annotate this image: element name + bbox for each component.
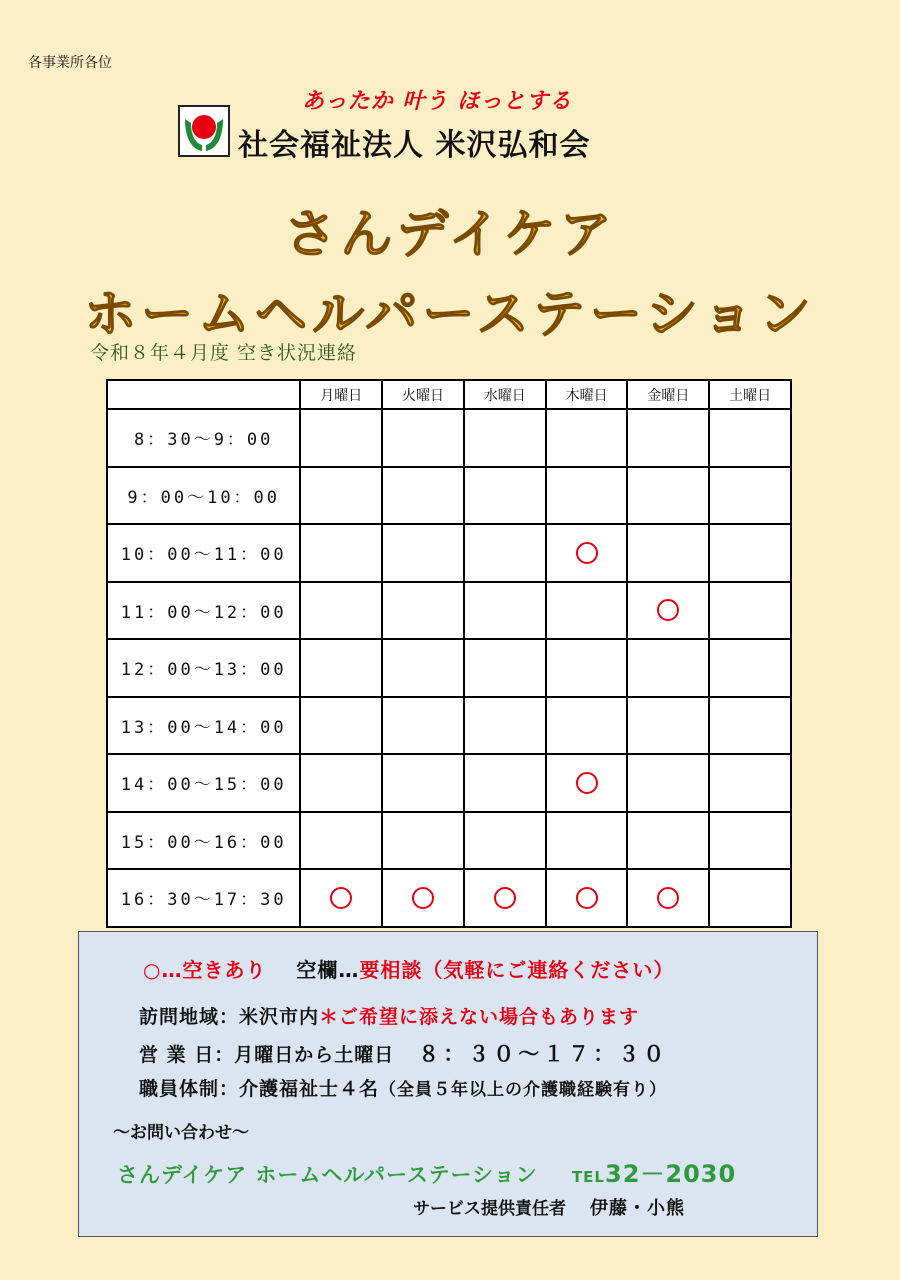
availability-cell (382, 812, 464, 870)
info-panel (78, 931, 818, 1237)
table-corner-cell (107, 380, 300, 409)
availability-table (106, 379, 792, 928)
addressee: 各事業所各位 (28, 55, 112, 71)
business-days (139, 1038, 668, 1068)
responsible-names: 伊藤・小熊 (590, 1198, 685, 1219)
availability-cell (709, 409, 791, 467)
table-header-row (107, 380, 791, 409)
availability-cell (709, 697, 791, 755)
available-circle-icon (576, 772, 598, 794)
availability-cell (627, 754, 709, 812)
availability-cell (464, 639, 546, 697)
staff-label: 職員体制：介護福祉士４名 (139, 1078, 380, 1100)
service-area (139, 1002, 639, 1029)
service-area-label: 訪問地域：米沢市内 (139, 1006, 320, 1028)
availability-cell (709, 869, 791, 927)
staff-structure (139, 1074, 667, 1101)
time-slot-label: 15：00～16：00 (107, 812, 300, 870)
contact-heading: ～お問い合わせ～ (113, 1123, 249, 1143)
availability-cell (709, 582, 791, 640)
day-header: 土曜日 (709, 380, 791, 409)
responsible-label: サービス提供責任者 (413, 1199, 566, 1219)
availability-cell (627, 409, 709, 467)
period-label: 令和８年４月度 空き状況連絡 (90, 342, 358, 364)
table-row (107, 467, 791, 525)
availability-cell (546, 582, 628, 640)
availability-cell (300, 697, 382, 755)
table-row (107, 869, 791, 927)
tel-number: 32－2030 (605, 1160, 737, 1188)
organization-name: 社会福祉法人 米沢弘和会 (238, 128, 591, 163)
legend (143, 954, 674, 983)
availability-cell (546, 409, 628, 467)
title-line-2: ホームヘルパーステーション (84, 285, 816, 345)
availability-cell (300, 639, 382, 697)
availability-cell (464, 582, 546, 640)
availability-cell (627, 639, 709, 697)
slogan: あったか 叶う ほっとする (302, 89, 573, 114)
availability-cell (627, 869, 709, 927)
availability-cell (300, 582, 382, 640)
time-slot-label: 14：00～15：00 (107, 754, 300, 812)
availability-cell (464, 812, 546, 870)
business-days-label: 営 業 日：月曜日から土曜日 (139, 1044, 395, 1066)
available-circle-icon (412, 887, 434, 909)
table-row (107, 697, 791, 755)
staff-note: （全員５年以上の介護職経験有り） (379, 1080, 668, 1100)
time-slot-label: 13：00～14：00 (107, 697, 300, 755)
available-circle-icon (494, 887, 516, 909)
availability-cell (709, 812, 791, 870)
availability-cell (464, 467, 546, 525)
service-responsible (413, 1194, 685, 1220)
availability-cell (627, 812, 709, 870)
availability-cell (464, 697, 546, 755)
title-line-1: さんデイケア (284, 205, 616, 265)
availability-cell (546, 639, 628, 697)
availability-cell (464, 409, 546, 467)
business-hours: ８：３０～１７：３０ (418, 1042, 669, 1066)
availability-cell (382, 869, 464, 927)
availability-cell (300, 467, 382, 525)
availability-cell (300, 754, 382, 812)
availability-cell (546, 812, 628, 870)
availability-cell (382, 697, 464, 755)
availability-cell (546, 697, 628, 755)
availability-cell (709, 639, 791, 697)
day-header: 金曜日 (627, 380, 709, 409)
table-row (107, 582, 791, 640)
availability-cell (464, 524, 546, 582)
day-header: 水曜日 (464, 380, 546, 409)
table-row (107, 639, 791, 697)
available-circle-icon (657, 887, 679, 909)
availability-cell (464, 754, 546, 812)
availability-cell (300, 524, 382, 582)
contact-line (117, 1154, 736, 1189)
table-row (107, 409, 791, 467)
time-slot-label: 10：00～11：00 (107, 524, 300, 582)
legend-available: ○…空きあり (143, 958, 267, 982)
availability-cell (709, 754, 791, 812)
availability-cell (546, 869, 628, 927)
availability-cell (382, 639, 464, 697)
organization-logo-icon (178, 105, 230, 157)
available-circle-icon (330, 887, 352, 909)
availability-cell (627, 582, 709, 640)
tel-label: TEL (571, 1168, 605, 1186)
availability-cell (464, 869, 546, 927)
availability-cell (546, 754, 628, 812)
availability-cell (382, 524, 464, 582)
availability-cell (546, 467, 628, 525)
legend-consult: 要相談（気軽にご連絡ください） (359, 958, 675, 982)
table-row (107, 754, 791, 812)
time-slot-label: 8：30～9：00 (107, 409, 300, 467)
time-slot-label: 9：00～10：00 (107, 467, 300, 525)
availability-cell (382, 754, 464, 812)
availability-cell (627, 524, 709, 582)
day-header: 月曜日 (300, 380, 382, 409)
table-row (107, 524, 791, 582)
available-circle-icon (576, 887, 598, 909)
available-circle-icon (657, 599, 679, 621)
availability-cell (627, 697, 709, 755)
time-slot-label: 16：30～17：30 (107, 869, 300, 927)
availability-cell (300, 812, 382, 870)
day-header: 木曜日 (546, 380, 628, 409)
availability-cell (709, 467, 791, 525)
time-slot-label: 11：00～12：00 (107, 582, 300, 640)
availability-cell (546, 524, 628, 582)
day-header: 火曜日 (382, 380, 464, 409)
availability-cell (382, 409, 464, 467)
availability-cell (627, 467, 709, 525)
contact-name: さんデイケア ホームヘルパーステーション (117, 1163, 538, 1187)
availability-cell (300, 409, 382, 467)
availability-cell (709, 524, 791, 582)
time-slot-label: 12：00～13：00 (107, 639, 300, 697)
service-area-note: ＊ご希望に添えない場合もあります (319, 1006, 640, 1028)
legend-blank: 空欄… (296, 958, 360, 982)
availability-cell (382, 467, 464, 525)
available-circle-icon (576, 542, 598, 564)
availability-cell (382, 582, 464, 640)
availability-cell (300, 869, 382, 927)
table-row (107, 812, 791, 870)
